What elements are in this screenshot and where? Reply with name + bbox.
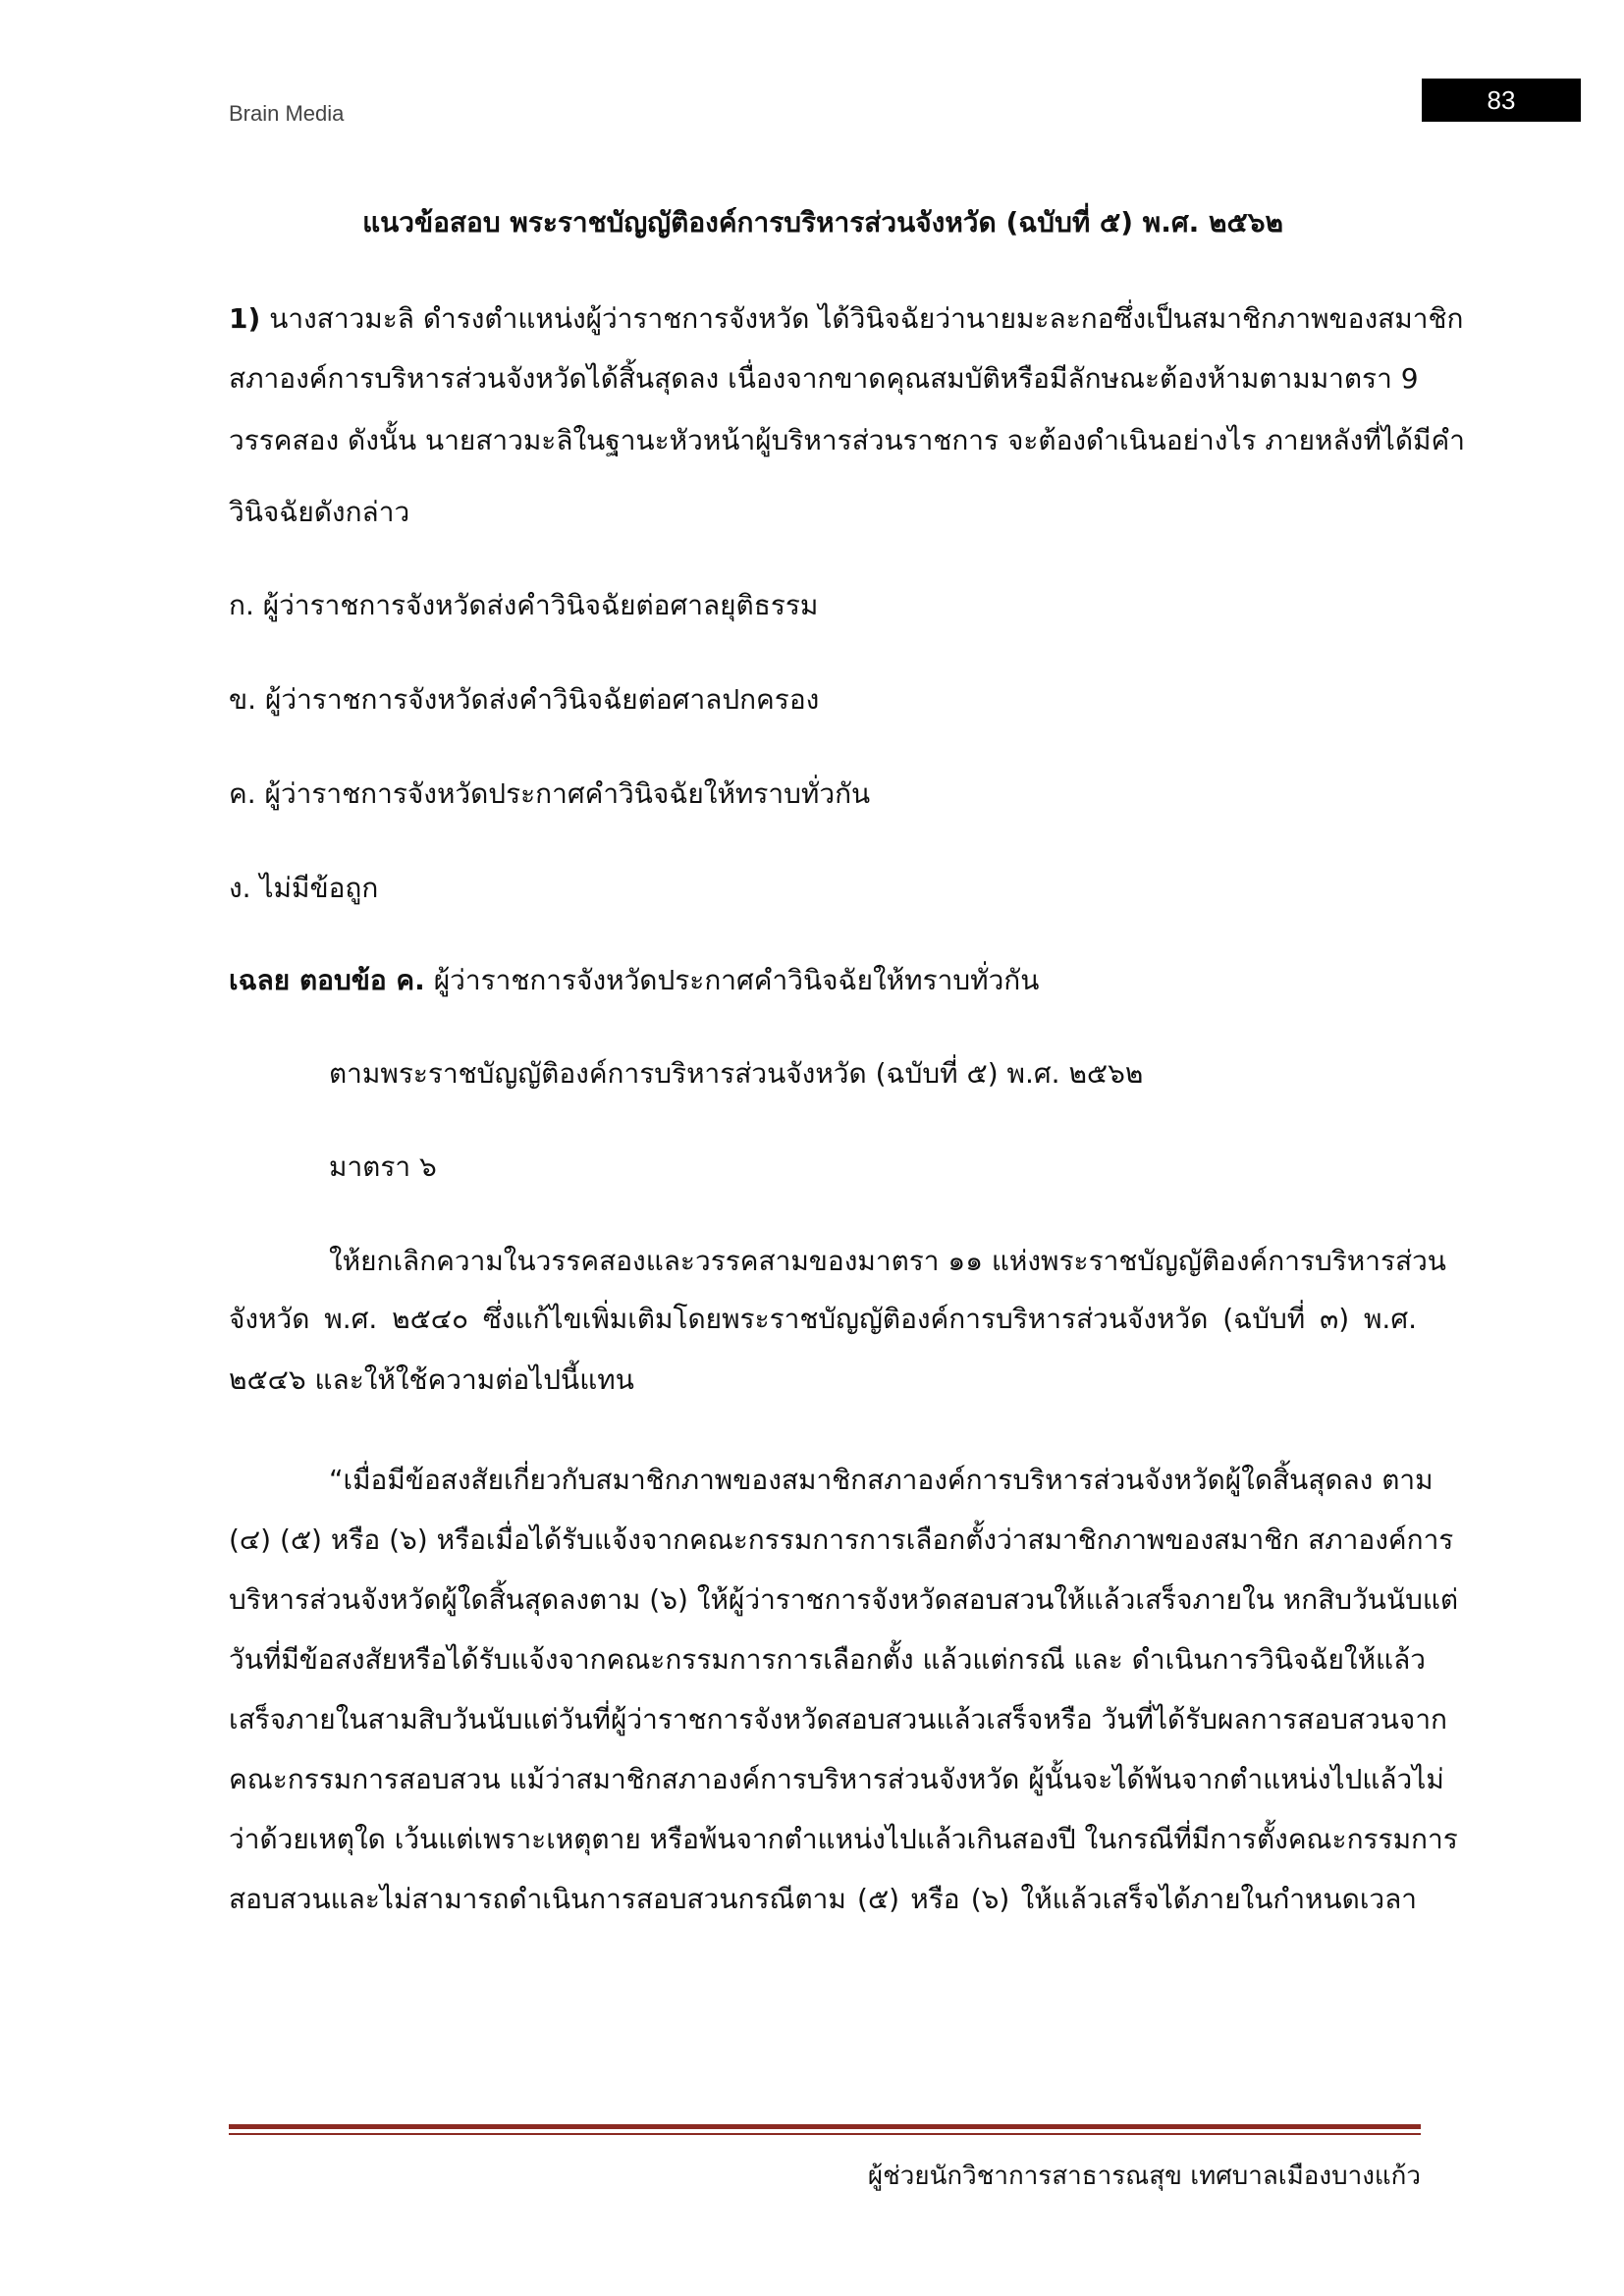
paragraph2-line-7: ว่าด้วยเหตุใด เว้นแต่เพราะเหตุตาย หรือพ้นจากตำแหน่งไปแล้วเกินสองปี ในกรณีที่มีการตั้งคณะกรรมการ <box>229 1823 1458 1855</box>
question-line-1 <box>229 299 1464 339</box>
choice-b: ข. ผู้ว่าราชการจังหวัดส่งคำวินิจฉัยต่อศาลปกครอง <box>229 683 820 716</box>
answer-line <box>229 961 1417 1000</box>
question-text: นางสาวมะลิ ดำรงตำแหน่งผู้ว่าราชการจังหวัด ได้วินิจฉัยว่านายมะละกอซึ่งเป็นสมาชิกภาพของสมาชิก <box>269 302 1464 335</box>
reference-act: ตามพระราชบัญญัติองค์การบริหารส่วนจังหวัด (ฉบับที่ ๕) พ.ศ. ๒๕๖๒ <box>329 1057 1144 1090</box>
page-title: แนวข้อสอบ พระราชบัญญัติองค์การบริหารส่วนจังหวัด (ฉบับที่ ๕) พ.ศ. ๒๕๖๒ <box>362 206 1283 239</box>
choice-c: ค. ผู้ว่าราชการจังหวัดประกาศคำวินิจฉัยให้ทราบทั่วกัน <box>229 777 871 810</box>
paragraph2-line-8: สอบสวนและไม่สามารถดำเนินการสอบสวนกรณีตาม (๕) หรือ (๖) ให้แล้วเสร็จได้ภายในกำหนดเวลา <box>229 1883 1417 1915</box>
footer-rule-thick <box>229 2124 1421 2129</box>
paragraph2-line-1: “เมื่อมีข้อสงสัยเกี่ยวกับสมาชิกภาพของสมาชิกสภาองค์การบริหารส่วนจังหวัดผู้ใดสิ้นสุดลง ตาม <box>329 1464 1434 1496</box>
answer-text: ผู้ว่าราชการจังหวัดประกาศคำวินิจฉัยให้ทราบทั่วกัน <box>433 964 1040 996</box>
reference-section: มาตรา ๖ <box>329 1150 437 1183</box>
footer-text: ผู้ช่วยนักวิชาการสาธารณสุข เทศบาลเมืองบางแก้ว <box>867 2162 1421 2191</box>
paragraph1-line-2: จังหวัด พ.ศ. ๒๕๔๐ ซึ่งแก้ไขเพิ่มเติมโดยพระราชบัญญัติองค์การบริหารส่วนจังหวัด (ฉบับที่ ๓) พ.ศ. <box>229 1303 1417 1335</box>
footer-rule-thin <box>229 2133 1421 2135</box>
page-number: 83 <box>1422 79 1581 122</box>
paragraph2-line-3: บริหารส่วนจังหวัดผู้ใดสิ้นสุดลงตาม (๖) ให้ผู้ว่าราชการจังหวัดสอบสวนให้แล้วเสร็จภายใน หกสิบวันนับแต่ <box>229 1583 1459 1616</box>
choice-d: ง. ไม่มีข้อถูก <box>229 872 379 904</box>
brand-name: Brain Media <box>229 101 345 126</box>
paragraph1-line-3: ๒๕๔๖ และให้ใช้ความต่อไปนี้แทน <box>229 1363 634 1396</box>
question-line-4: วินิจฉัยดังกล่าว <box>229 496 410 528</box>
question-line-3: วรรคสอง ดังนั้น นายสาวมะลิในฐานะหัวหน้าผู้บริหารส่วนราชการ จะต้องดำเนินอย่างไร ภายหลังที่ได้มีคำ <box>229 424 1465 456</box>
choice-a: ก. ผู้ว่าราชการจังหวัดส่งคำวินิจฉัยต่อศาลยุติธรรม <box>229 589 819 621</box>
question-line-2: สภาองค์การบริหารส่วนจังหวัดได้สิ้นสุดลง เนื่องจากขาดคุณสมบัติหรือมีลักษณะต้องห้ามตามมาตรา 9 <box>229 362 1419 395</box>
paragraph2-line-6: คณะกรรมการสอบสวน แม้ว่าสมาชิกสภาองค์การบริหารส่วนจังหวัด ผู้นั้นจะได้พ้นจากตำแหน่งไปแล้วไม่ <box>229 1763 1444 1795</box>
answer-label: เฉลย ตอบข้อ ค. <box>229 964 425 996</box>
paragraph2-line-2: (๔) (๕) หรือ (๖) หรือเมื่อได้รับแจ้งจากคณะกรรมการการเลือกตั้งว่าสมาชิกภาพของสมาชิก สภาองค์การ <box>229 1523 1454 1556</box>
question-number: 1) <box>229 302 261 335</box>
paragraph2-line-5: เสร็จภายในสามสิบวันนับแต่วันที่ผู้ว่าราชการจังหวัดสอบสวนแล้วเสร็จหรือ วันที่ได้รับผลการสอบสวนจาก <box>229 1703 1448 1735</box>
paragraph2-line-4: วันที่มีข้อสงสัยหรือได้รับแจ้งจากคณะกรรมการการเลือกตั้ง แล้วแต่กรณี และ ดำเนินการวินิจฉัยให้แล้ว <box>229 1643 1426 1676</box>
paragraph1-line-1: ให้ยกเลิกความในวรรคสองและวรรคสามของมาตรา ๑๑ แห่งพระราชบัญญัติองค์การบริหารส่วน <box>329 1245 1446 1277</box>
